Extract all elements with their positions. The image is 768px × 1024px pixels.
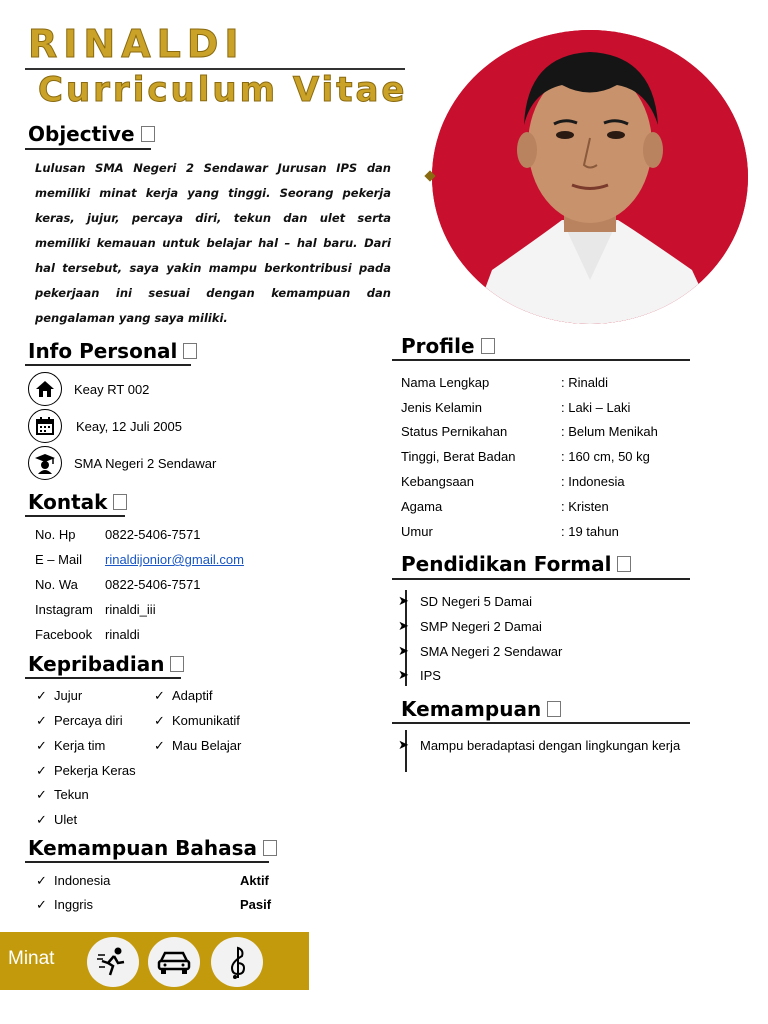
kontak-label: No. Wa [35, 577, 78, 592]
running-icon [87, 937, 139, 987]
kemampuan-heading [401, 697, 561, 721]
trait-label: Kerja tim [54, 738, 106, 753]
kontak-value: rinaldi_iii [105, 602, 156, 617]
trait-item [36, 763, 136, 779]
profile-row [401, 400, 630, 415]
placeholder-box-icon [183, 343, 197, 359]
trait-label: Percaya diri [54, 713, 123, 728]
trait-label: Ulet [54, 812, 78, 827]
kontak-value: rinaldi [105, 627, 140, 642]
cv-name: RINALDI [28, 22, 245, 66]
calendar-icon [28, 409, 62, 443]
check-icon: ✓ [36, 763, 47, 778]
kepribadian-heading [28, 652, 184, 676]
info-birth [28, 408, 182, 444]
info-personal-heading [28, 339, 197, 363]
arrow-bullet-icon: ➤ [398, 737, 409, 752]
pendidikan-heading-label: Pendidikan Formal [401, 552, 612, 576]
kontak-row-hp [35, 527, 200, 542]
profile-row [401, 449, 650, 464]
trait-label: Mau Belajar [172, 738, 242, 753]
kontak-row-wa [35, 577, 200, 592]
car-icon [148, 937, 200, 987]
profile-label: Jenis Kelamin [401, 400, 482, 415]
education-label: IPS [420, 668, 441, 683]
kontak-heading-label: Kontak [28, 490, 108, 514]
profile-label: Umur [401, 524, 433, 539]
pendidikan-heading [401, 552, 631, 576]
education-item [398, 618, 542, 634]
education-item [398, 593, 532, 609]
check-icon: ✓ [36, 738, 47, 753]
check-icon: ✓ [36, 713, 47, 728]
check-icon: ✓ [154, 738, 165, 753]
placeholder-box-icon [113, 494, 127, 510]
minat-bar [0, 932, 309, 990]
profile-value: : 160 cm, 50 kg [561, 449, 650, 464]
kontak-label: E – Mail [35, 552, 82, 567]
house-icon [28, 372, 62, 406]
kontak-heading [28, 490, 127, 514]
profile-row [401, 375, 608, 390]
placeholder-box-icon [263, 840, 277, 856]
profile-value: : Laki – Laki [561, 400, 631, 415]
kontak-row-email [35, 552, 244, 567]
placeholder-box-icon [141, 126, 155, 142]
info-address [28, 371, 149, 407]
kontak-value: 0822-5406-7571 [105, 577, 201, 592]
music-note-icon [211, 937, 263, 987]
trait-item [36, 787, 89, 803]
trait-item [36, 738, 105, 754]
bahasa-heading-label: Kemampuan Bahasa [28, 836, 258, 860]
check-icon: ✓ [36, 688, 47, 703]
kemampuan-heading-label: Kemampuan [401, 697, 542, 721]
trait-label: Jujur [54, 688, 83, 703]
skill-item [398, 737, 681, 753]
info-school-text: SMA Negeri 2 Sendawar [74, 455, 217, 471]
objective-rule [25, 148, 151, 150]
cv-subtitle: Curriculum Vitae [38, 70, 408, 110]
placeholder-box-icon [547, 701, 561, 717]
profile-label: Kebangsaan [401, 474, 475, 489]
profile-value: : Belum Menikah [561, 424, 658, 439]
profile-photo [432, 30, 748, 324]
profile-rule [392, 359, 690, 361]
arrow-bullet-icon: ➤ [398, 667, 409, 682]
skill-label: Mampu beradaptasi dengan lingkungan kerja [420, 738, 681, 753]
email-link[interactable]: rinaldijonior@gmail.com [105, 552, 244, 567]
education-item [398, 643, 563, 659]
language-label: Inggris [54, 897, 94, 912]
check-icon: ✓ [36, 812, 47, 827]
kemampuan-rule [392, 722, 690, 724]
kontak-label: Instagram [35, 602, 93, 617]
kepribadian-rule [25, 677, 181, 679]
bahasa-heading [28, 836, 277, 860]
check-icon: ✓ [154, 688, 165, 703]
profile-heading [401, 334, 495, 358]
check-icon: ✓ [154, 713, 165, 728]
trait-item [154, 688, 212, 704]
kontak-row-facebook [35, 627, 140, 642]
trait-item [36, 713, 123, 729]
education-label: SD Negeri 5 Damai [420, 594, 532, 609]
profile-label: Status Pernikahan [401, 424, 508, 439]
placeholder-box-icon [170, 656, 184, 672]
profile-row [401, 424, 658, 439]
placeholder-box-icon [481, 338, 495, 354]
profile-label: Agama [401, 499, 443, 514]
placeholder-box-icon [617, 556, 631, 572]
trait-label: Tekun [54, 787, 89, 802]
profile-label: Nama Lengkap [401, 375, 490, 390]
trait-label: Pekerja Keras [54, 763, 136, 778]
education-label: SMP Negeri 2 Damai [420, 619, 542, 634]
profile-value: : 19 tahun [561, 524, 619, 539]
bahasa-rule [25, 861, 269, 863]
language-level: Pasif [240, 897, 272, 912]
info-personal-rule [25, 364, 191, 366]
language-label: Indonesia [54, 873, 111, 888]
objective-heading [28, 122, 155, 146]
info-school [28, 445, 216, 481]
objective-text: Lulusan SMA Negeri 2 Sendawar Jurusan IPS dan memiliki minat kerja yang tinggi. Seorang pekerja keras, jujur, percaya diri, tekun dan ulet serta memiliki kemauan untuk belajar hal – hal baru. Dari hal tersebut, saya yakin mampu berkontribusi pada pekerjaan ini sesuai dengan kemampuan dan pengalaman yang saya miliki. [35, 161, 391, 325]
objective-heading-label: Objective [28, 122, 135, 146]
language-item [36, 873, 110, 889]
education-label: SMA Negeri 2 Sendawar [420, 644, 563, 659]
profile-row [401, 524, 619, 539]
check-icon: ✓ [36, 787, 47, 802]
info-address-text: Keay RT 002 [74, 381, 150, 397]
kontak-rule [25, 515, 125, 517]
kontak-label: No. Hp [35, 527, 76, 542]
arrow-bullet-icon: ➤ [398, 593, 409, 608]
check-icon: ✓ [36, 873, 47, 888]
graduate-icon [28, 446, 62, 480]
arrow-bullet-icon: ➤ [398, 643, 409, 658]
kontak-row-instagram [35, 602, 156, 617]
trait-item [154, 738, 241, 754]
profile-value: : Indonesia [561, 474, 625, 489]
profile-heading-label: Profile [401, 334, 475, 358]
arrow-bullet-icon: ➤ [398, 618, 409, 633]
trait-label: Adaptif [172, 688, 213, 703]
trait-item [36, 812, 77, 828]
kontak-value: 0822-5406-7571 [105, 527, 201, 542]
profile-label: Tinggi, Berat Badan [401, 449, 516, 464]
info-personal-heading-label: Info Personal [28, 339, 178, 363]
education-item [398, 667, 441, 683]
kontak-label: Facebook [35, 627, 93, 642]
profile-row [401, 474, 625, 489]
language-level: Aktif [240, 873, 269, 888]
check-icon: ✓ [36, 897, 47, 912]
kepribadian-heading-label: Kepribadian [28, 652, 165, 676]
profile-row [401, 499, 609, 514]
trait-label: Komunikatif [172, 713, 240, 728]
profile-value: : Rinaldi [561, 375, 608, 390]
language-item [36, 897, 93, 913]
pendidikan-rule [392, 578, 690, 580]
minat-label: Minat [8, 948, 55, 969]
profile-value: : Kristen [561, 499, 609, 514]
trait-item [154, 713, 240, 729]
info-birth-text: Keay, 12 Juli 2005 [76, 418, 182, 434]
trait-item [36, 688, 82, 704]
